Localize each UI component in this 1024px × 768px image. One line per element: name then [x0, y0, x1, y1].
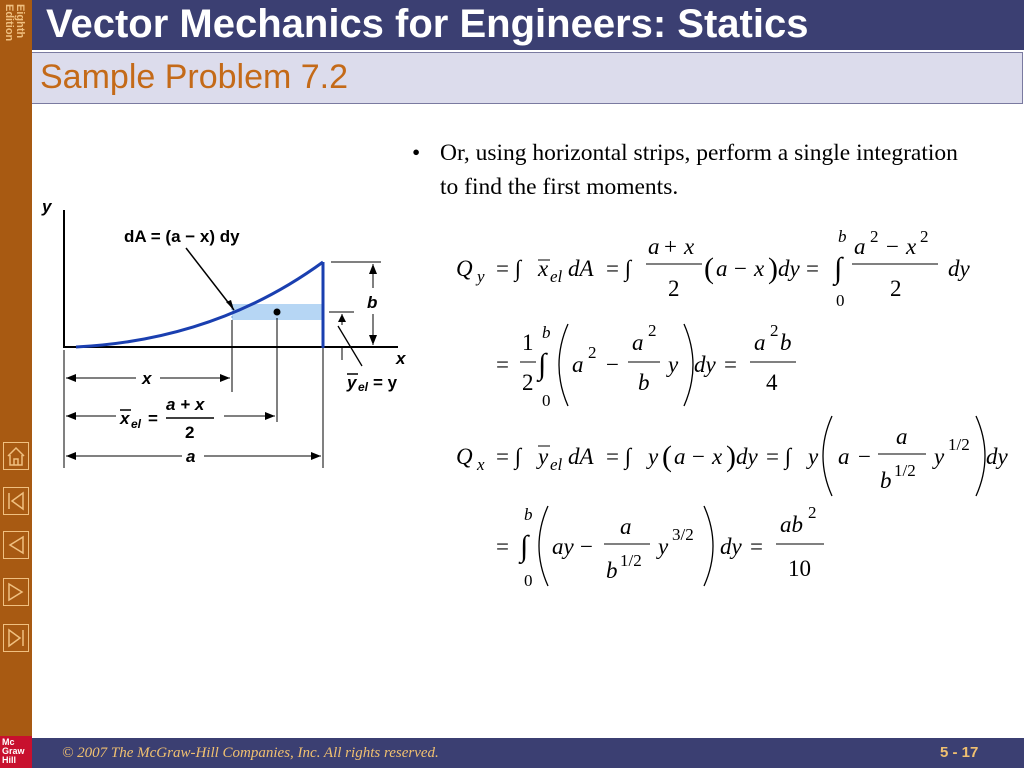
y-axis-label: y: [42, 197, 52, 216]
previous-slide-icon[interactable]: [3, 531, 29, 559]
logo-line-3: Hill: [2, 755, 17, 765]
equation-qx-result: [496, 503, 824, 590]
svg-text:y: y: [477, 267, 485, 286]
svg-text:y: y: [538, 444, 549, 469]
xel-subscript: el: [131, 417, 142, 431]
svg-text:0: 0: [542, 391, 551, 410]
svg-text:dy: dy: [736, 444, 758, 469]
page-number: 5 - 17: [940, 744, 979, 761]
bullet-text: Or, using horizontal strips, perform a single integration to find the first moments.: [440, 140, 958, 200]
svg-text:b: b: [780, 330, 792, 355]
svg-text:b: b: [638, 370, 650, 395]
svg-text:2: 2: [588, 343, 597, 362]
yel-subscript: el: [358, 380, 369, 394]
svg-text:4: 4: [766, 370, 778, 395]
svg-text:a: a: [896, 424, 908, 449]
svg-text:−: −: [886, 234, 899, 259]
svg-text:dy: dy: [948, 256, 970, 281]
first-slide-icon[interactable]: [3, 487, 29, 515]
edition-label: [2, 4, 30, 64]
xel-symbol: x: [120, 409, 130, 428]
svg-text:x: x: [712, 444, 723, 469]
svg-text:2: 2: [668, 276, 680, 301]
svg-text:2: 2: [920, 227, 929, 246]
equation-qy-result: [496, 321, 796, 410]
svg-text:ay: ay: [552, 534, 574, 559]
svg-text:): ): [768, 252, 778, 285]
svg-text:Q: Q: [456, 256, 473, 281]
bullet-symbol: •: [412, 140, 421, 166]
svg-text:dy: dy: [986, 444, 1008, 469]
svg-text:a: a: [648, 234, 660, 259]
xel-numerator: a + x: [166, 395, 205, 414]
svg-text:a: a: [838, 444, 850, 469]
svg-text:= ∫: = ∫: [496, 444, 522, 469]
svg-text:b: b: [838, 227, 847, 246]
svg-text:∫: ∫: [834, 252, 843, 285]
area-figure: [36, 190, 416, 470]
page-title: Vector Mechanics for Engineers: Statics: [46, 2, 809, 46]
svg-text:dy: dy: [778, 256, 800, 281]
svg-text:0: 0: [524, 571, 533, 590]
integration-equations: [440, 220, 1024, 600]
svg-text:b: b: [524, 505, 533, 524]
svg-text:−: −: [580, 534, 593, 559]
svg-text:a: a: [854, 234, 866, 259]
centroid-dot: [274, 309, 281, 316]
svg-text:y: y: [648, 444, 659, 469]
svg-text:y: y: [808, 444, 819, 469]
xel-denominator: 2: [185, 423, 195, 442]
svg-text:y: y: [934, 444, 945, 469]
svg-text:a: a: [620, 514, 632, 539]
dA-label: dA = (a − x) dy: [124, 227, 240, 246]
b-dimension-label: b: [367, 293, 378, 312]
svg-text:−: −: [734, 256, 747, 281]
svg-text:x: x: [906, 234, 917, 259]
slide-subtitle: Sample Problem 7.2: [40, 58, 349, 96]
x-axis-label: x: [396, 349, 406, 368]
logo-line-2: Graw: [2, 746, 25, 756]
svg-text:3/2: 3/2: [672, 525, 694, 544]
svg-text:el: el: [550, 455, 563, 474]
svg-text:el: el: [550, 267, 563, 286]
x-dimension-label: x: [142, 369, 152, 388]
copyright-text: © 2007 The McGraw-Hill Companies, Inc. All rights reserved.: [62, 745, 439, 761]
svg-text:2: 2: [648, 321, 657, 340]
svg-text:x: x: [684, 234, 695, 259]
svg-text:2: 2: [890, 276, 902, 301]
svg-text:): ): [726, 440, 736, 473]
svg-text:dy: dy: [694, 352, 716, 377]
svg-text:∫: ∫: [520, 530, 529, 563]
svg-text:= ∫: = ∫: [496, 256, 522, 281]
svg-text:(: (: [704, 252, 714, 285]
svg-text:ab: ab: [780, 512, 803, 537]
svg-text:=: =: [750, 534, 763, 559]
svg-text:(: (: [662, 440, 672, 473]
edition-word-2: Edition: [3, 4, 15, 42]
svg-text:x: x: [477, 455, 485, 474]
svg-text:y: y: [658, 534, 669, 559]
svg-text:2: 2: [870, 227, 879, 246]
svg-text:2: 2: [808, 503, 817, 522]
svg-text:=: =: [496, 352, 509, 377]
edition-word-1: Eighth: [14, 4, 26, 39]
next-slide-icon[interactable]: [3, 578, 29, 606]
svg-text:x: x: [538, 256, 549, 281]
yel-equals: = y: [373, 373, 398, 392]
svg-text:2: 2: [770, 321, 779, 340]
svg-text:b: b: [606, 558, 618, 583]
logo-line-1: Mc: [2, 737, 15, 747]
svg-text:1/2: 1/2: [948, 435, 970, 454]
svg-text:+: +: [664, 234, 677, 259]
svg-text:=: =: [806, 256, 819, 281]
svg-text:2: 2: [522, 370, 534, 395]
svg-text:a: a: [632, 330, 644, 355]
svg-text:−: −: [858, 444, 871, 469]
svg-text:10: 10: [788, 556, 811, 581]
equation-qx: [456, 416, 1009, 496]
svg-text:x: x: [754, 256, 765, 281]
svg-text:=: =: [496, 534, 509, 559]
dA-leader: [186, 248, 234, 310]
svg-text:dA: dA: [568, 256, 594, 281]
svg-text:= ∫: = ∫: [766, 444, 792, 469]
home-icon[interactable]: [3, 442, 29, 470]
svg-text:b: b: [542, 323, 551, 342]
svg-text:0: 0: [836, 291, 845, 310]
svg-text:a: a: [674, 444, 686, 469]
svg-text:a: a: [754, 330, 766, 355]
yel-symbol: y: [347, 373, 357, 392]
svg-text:−: −: [692, 444, 705, 469]
a-dimension-label: a: [186, 447, 196, 466]
mcgraw-hill-logo: [0, 736, 32, 768]
svg-text:b: b: [880, 468, 892, 493]
svg-text:= ∫: = ∫: [606, 444, 632, 469]
svg-text:y: y: [668, 352, 679, 377]
svg-text:∫: ∫: [538, 348, 547, 381]
svg-text:−: −: [606, 352, 619, 377]
left-sidebar: [0, 0, 32, 768]
svg-text:dA: dA: [568, 444, 594, 469]
last-slide-icon[interactable]: [3, 624, 29, 652]
svg-text:= ∫: = ∫: [606, 256, 632, 281]
svg-text:Q: Q: [456, 444, 473, 469]
equation-qy: [456, 227, 971, 310]
svg-text:a: a: [572, 352, 584, 377]
svg-text:a: a: [716, 256, 728, 281]
svg-text:1: 1: [522, 330, 534, 355]
svg-text:1/2: 1/2: [620, 551, 642, 570]
svg-text:=: =: [724, 352, 737, 377]
svg-text:1/2: 1/2: [894, 461, 916, 480]
svg-text:dy: dy: [720, 534, 742, 559]
xel-equals: =: [148, 409, 158, 428]
